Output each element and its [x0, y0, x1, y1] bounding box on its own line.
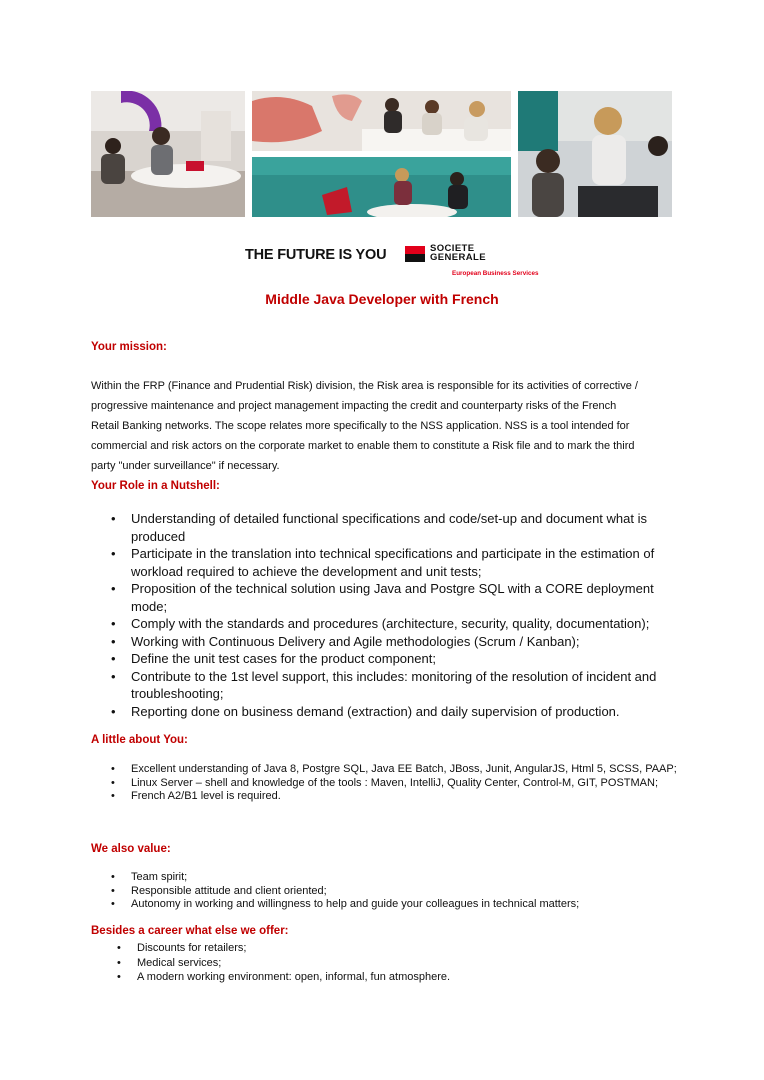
role-list [111, 510, 671, 720]
list-item: • Excellent understanding of Java 8, Postgre SQL, Java EE Batch, JBoss, Junit, AngularJS, Html 5, SCSS, PAAP; [111, 763, 691, 777]
societe-generale-mark-icon [405, 246, 425, 262]
about-list [111, 763, 691, 804]
list-item: • A modern working environment: open, informal, fun atmosphere. [117, 970, 677, 985]
list-item: • Proposition of the technical solution using Java and Postgre SQL with a CORE deployment mode; [111, 580, 671, 615]
list-item: • Working with Continuous Delivery and Agile methodologies (Scrum / Kanban); [111, 633, 671, 651]
list-item: • Medical services; [117, 956, 677, 971]
list-item: • Linux Server – shell and knowledge of the tools : Maven, IntelliJ, Quality Center, Control-M, GIT, POSTMAN; [111, 777, 691, 791]
list-item: • Responsible attitude and client oriented; [111, 885, 691, 899]
mission-paragraph: Within the FRP (Finance and Prudential Risk) division, the Risk area is responsible for its activities of corrective / progressive maintenance and project management impacting the credit and counterparty risks of the French Retail Banking networks. The scope relates more specifically to the NSS application. NSS is a tool intended for commercial and risk actors on the corporate market to enable them to constitute a Risk file and to mark the third party "under surveillance" if necessary. [91, 380, 638, 472]
heading-value: We also value: [91, 843, 171, 855]
list-item: • Contribute to the 1st level support, this includes: monitoring of the resolution of incident and troubleshooting; [111, 668, 671, 703]
header-photo-teal-room [252, 157, 511, 217]
header-photo-office-meeting [91, 91, 245, 217]
list-item: • French A2/B1 level is required. [111, 790, 691, 804]
list-item: • Team spirit; [111, 871, 691, 885]
list-item: • Understanding of detailed functional specifications and code/set-up and document what is produced [111, 510, 671, 545]
offer-list [117, 941, 677, 985]
heading-mission: Your mission: [91, 341, 167, 353]
header-photo-laptop-collaboration [518, 91, 672, 217]
list-item: • Define the unit test cases for the product component; [111, 650, 671, 668]
list-item: • Reporting done on business demand (extraction) and daily supervision of production. [111, 703, 671, 721]
company-logo [245, 243, 539, 280]
heading-role: Your Role in a Nutshell: [91, 480, 220, 492]
list-item: • Autonomy in working and willingness to help and guide your colleagues in technical matters; [111, 898, 691, 912]
value-list [111, 871, 691, 912]
brand-subtitle: European Business Services [452, 270, 539, 277]
page-title: Middle Java Developer with French [265, 291, 499, 307]
list-item: • Participate in the translation into technical specifications and participate in the estimation of workload required to achieve the development and unit tests; [111, 545, 671, 580]
logo-tagline: THE FUTURE IS YOU [245, 247, 387, 263]
list-item: • Discounts for retailers; [117, 941, 677, 956]
heading-offer: Besides a career what else we offer: [91, 925, 289, 937]
header-photo-team-meeting [252, 91, 511, 151]
list-item: • Comply with the standards and procedures (architecture, security, quality, documentation); [111, 615, 671, 633]
brand-name: SOCIETE GENERALE [430, 243, 486, 263]
heading-about: A little about You: [91, 734, 188, 746]
